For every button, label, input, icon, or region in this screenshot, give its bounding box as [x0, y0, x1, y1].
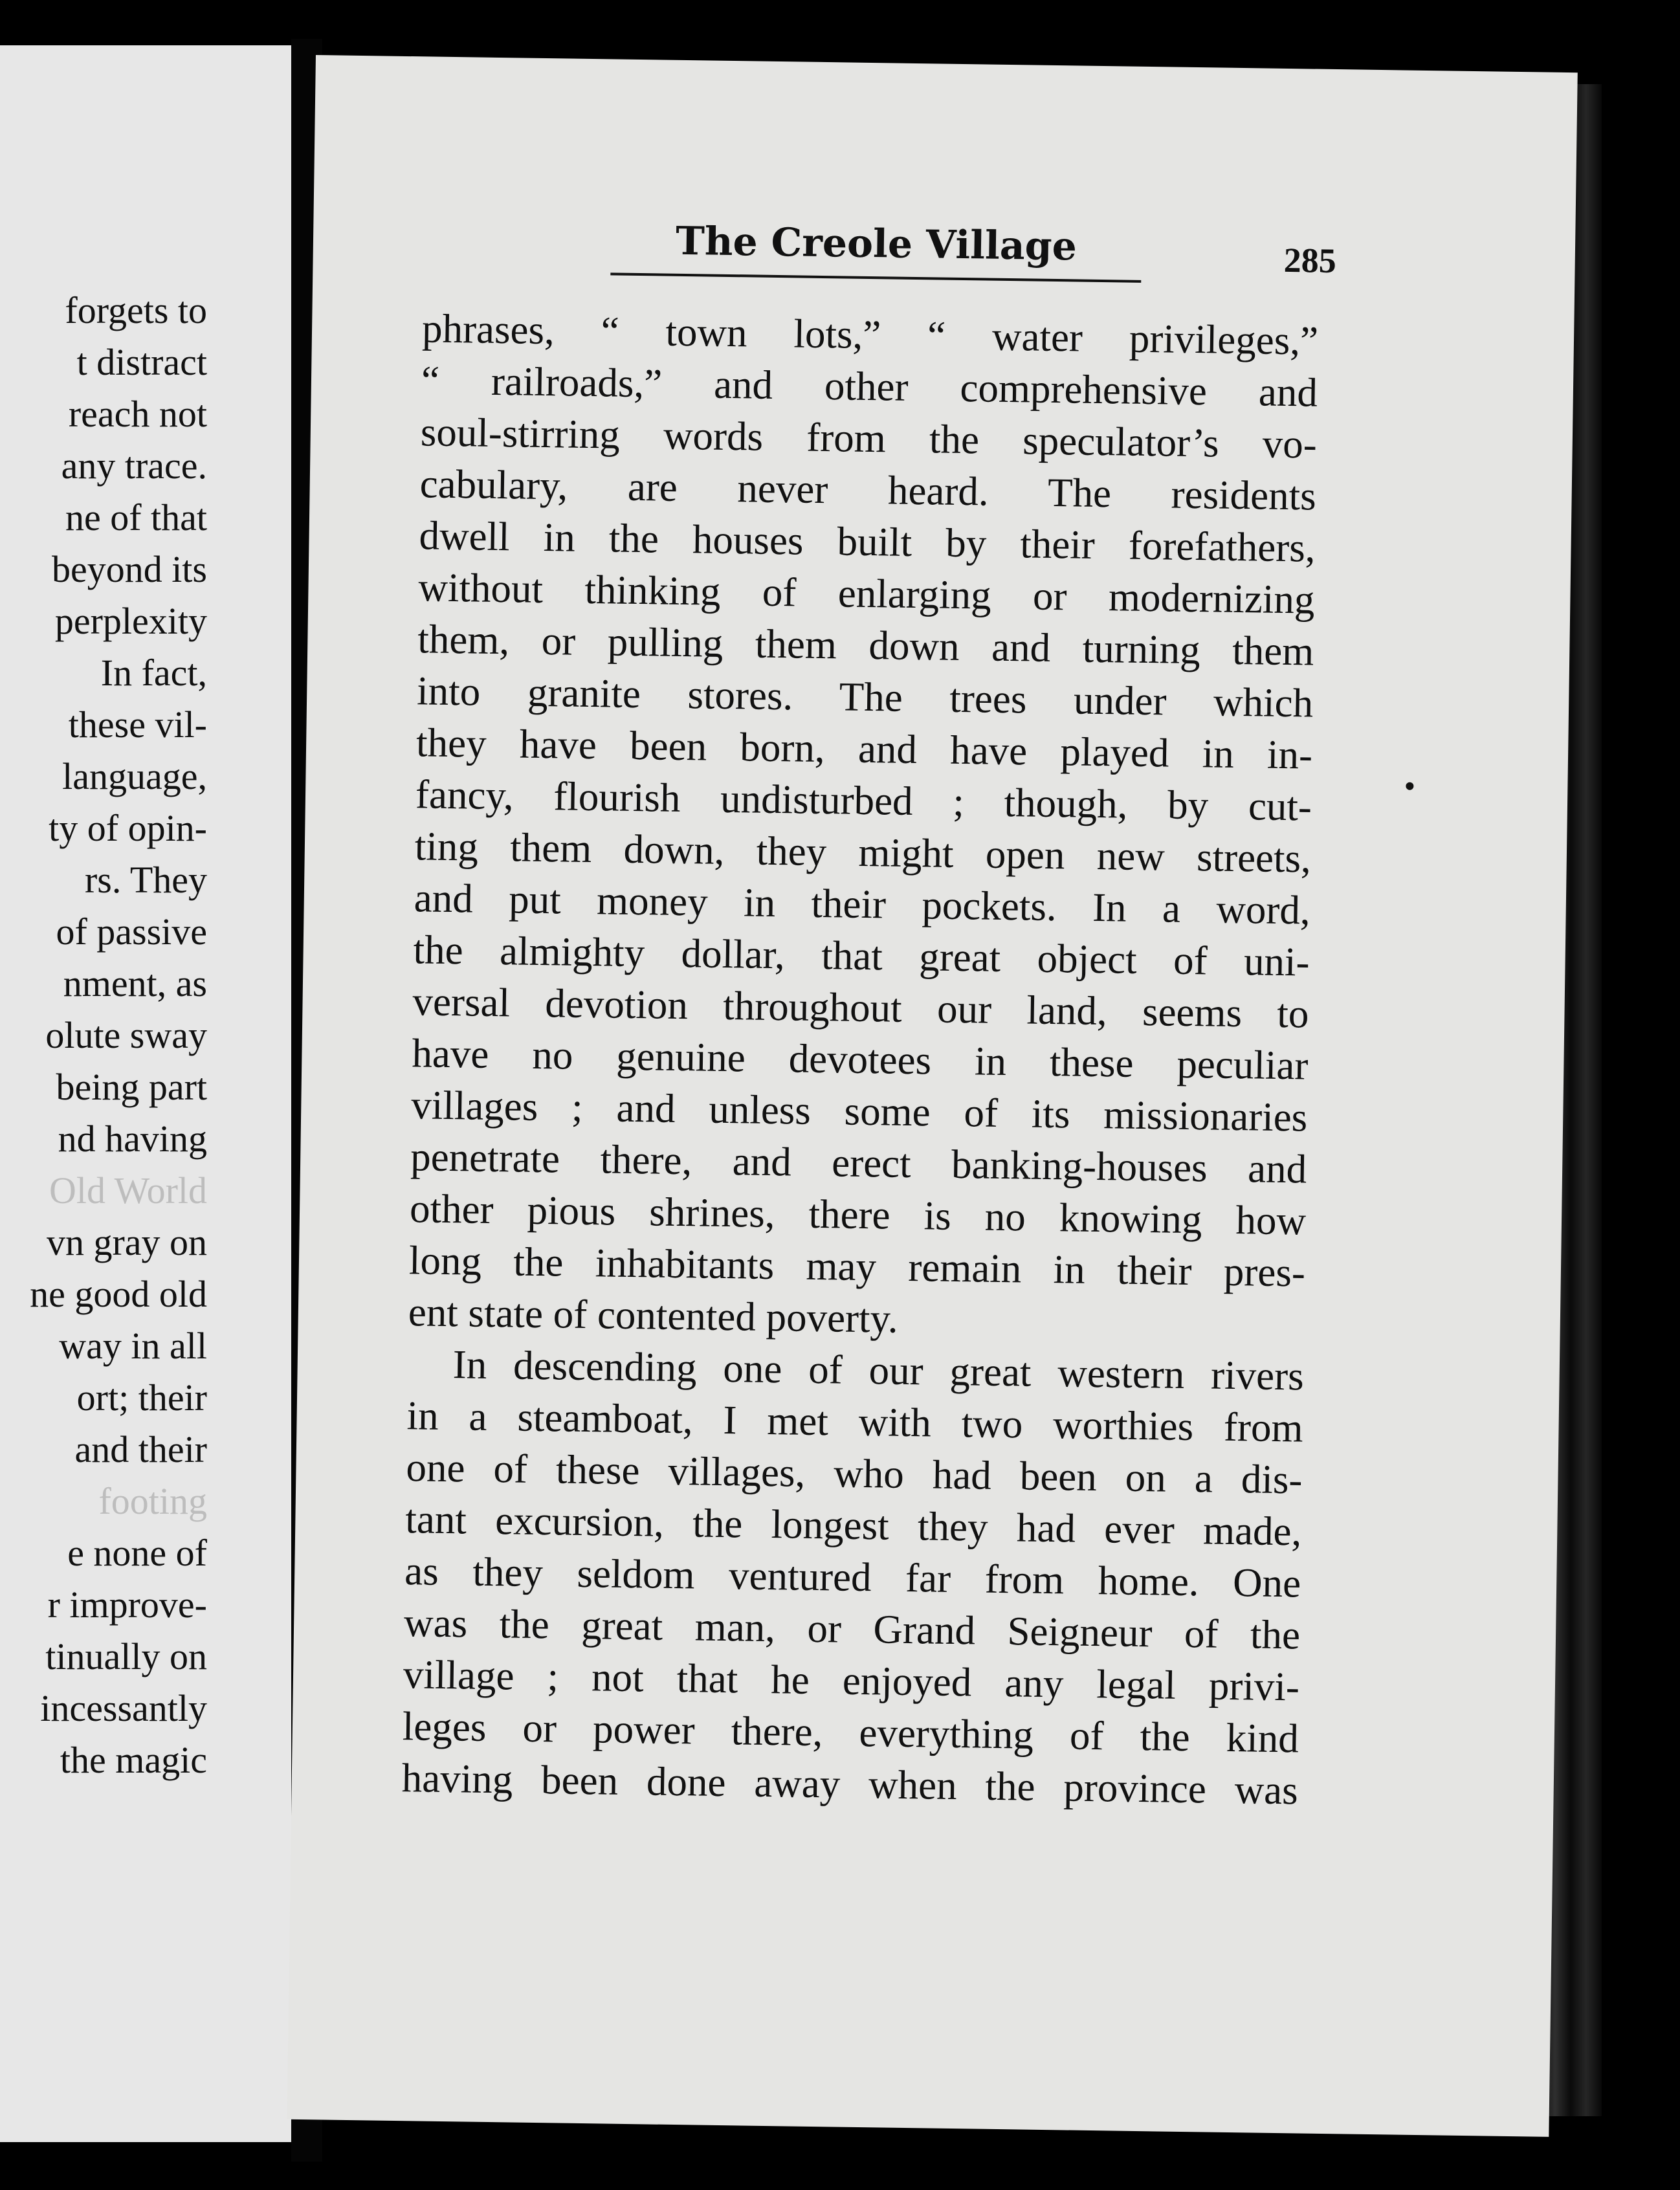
text-line: was the great man, or Grand Seigneur of the: [403, 1600, 1301, 1658]
text-line: without thinking of enlarging or modernizing: [418, 564, 1315, 623]
running-head-rule: [610, 272, 1141, 282]
text-line: footing: [98, 1480, 207, 1522]
text-line: t distract: [76, 341, 207, 383]
text-line: tinually on: [45, 1635, 207, 1677]
text-line: versal devotion throughout our land, seems to: [412, 979, 1309, 1037]
text-line: being part: [56, 1066, 207, 1108]
previous-page-text: [30, 285, 291, 1786]
text-line: in a steamboat, I met with two worthies from: [406, 1393, 1304, 1451]
text-line: and put money in their pockets. In a word,: [414, 875, 1311, 933]
text-line: they have been born, and have played in in-: [415, 720, 1313, 778]
text-line: having been done away when the province was: [401, 1755, 1299, 1813]
text-line: reach not: [68, 393, 207, 435]
text-line: these vil-: [68, 703, 207, 746]
text-line: have no genuine devotees in these peculiar: [411, 1030, 1309, 1089]
text-line: e none of: [67, 1532, 207, 1574]
text-line: into granite stores. The trees under which: [416, 668, 1314, 726]
text-line: penetrate there, and erect banking-houses and: [410, 1134, 1307, 1192]
text-line: tant excursion, the longest they had ever made,: [404, 1496, 1302, 1554]
text-line: olute sway: [45, 1014, 207, 1056]
running-head: The Creole Village: [675, 218, 1078, 270]
text-line: ent state of contented poverty.: [408, 1289, 899, 1342]
text-line: as they seldom ventured far from home. One: [404, 1548, 1301, 1606]
text-line: forgets to: [65, 289, 207, 331]
text-line: rs. They: [84, 859, 207, 901]
text-line: them, or pulling them down and turning them: [417, 616, 1314, 674]
text-line: and their: [74, 1428, 207, 1470]
text-line: ne of that: [65, 496, 207, 538]
text-line: soul-stirring words from the speculator’s vo-: [420, 409, 1318, 467]
text-line: leges or power there, everything of the kind: [402, 1703, 1299, 1762]
text-line: language,: [62, 755, 207, 797]
text-line: Old World: [49, 1169, 207, 1211]
text-line: cabulary, are never heard. The residents: [419, 461, 1317, 519]
ink-speck: [1406, 782, 1413, 790]
text-line: one of these villages, who had been on a dis-: [406, 1444, 1303, 1503]
text-line: In fact,: [100, 652, 207, 694]
text-line: villages ; and unless some of its missionaries: [410, 1082, 1308, 1140]
page-body-text: [401, 302, 1318, 1816]
text-line: phrases, “ town lots,” “ water privileges,”: [421, 305, 1319, 364]
text-line: “ railroads,” and other comprehensive and: [421, 357, 1318, 415]
text-line: of passive: [56, 911, 207, 953]
text-line: incessantly: [40, 1687, 207, 1729]
text-line: the almighty dollar, that great object of uni-: [413, 927, 1310, 985]
text-line: beyond its: [51, 548, 207, 590]
text-line: the magic: [60, 1739, 207, 1781]
text-line: nd having: [58, 1118, 207, 1160]
text-line: way in all: [59, 1325, 207, 1367]
text-line: perplexity: [54, 600, 207, 642]
text-line: village ; not that he enjoyed any legal privi-: [403, 1652, 1300, 1710]
previous-page: [0, 45, 291, 2142]
text-line: any trace.: [61, 445, 207, 487]
text-line: fancy, flourish undisturbed ; though, by cut-: [415, 771, 1312, 830]
text-line: ort; their: [76, 1377, 207, 1419]
current-page: [287, 55, 1577, 2137]
text-line: nment, as: [63, 962, 207, 1004]
text-line: ne good old: [30, 1273, 207, 1315]
page-number: 285: [1283, 240, 1337, 281]
text-line: long the inhabitants may remain in their pres-: [408, 1237, 1306, 1296]
text-line: ty of opin-: [49, 807, 207, 849]
text-line: other pious shrines, there is no knowing how: [409, 1186, 1307, 1244]
text-line: In descending one of our great western rivers: [452, 1342, 1305, 1399]
text-line: r improve-: [47, 1584, 207, 1626]
text-line: dwell in the houses built by their forefathers,: [419, 513, 1316, 571]
text-line: vn gray on: [46, 1221, 207, 1263]
text-line: ting them down, they might open new streets,: [414, 823, 1312, 881]
